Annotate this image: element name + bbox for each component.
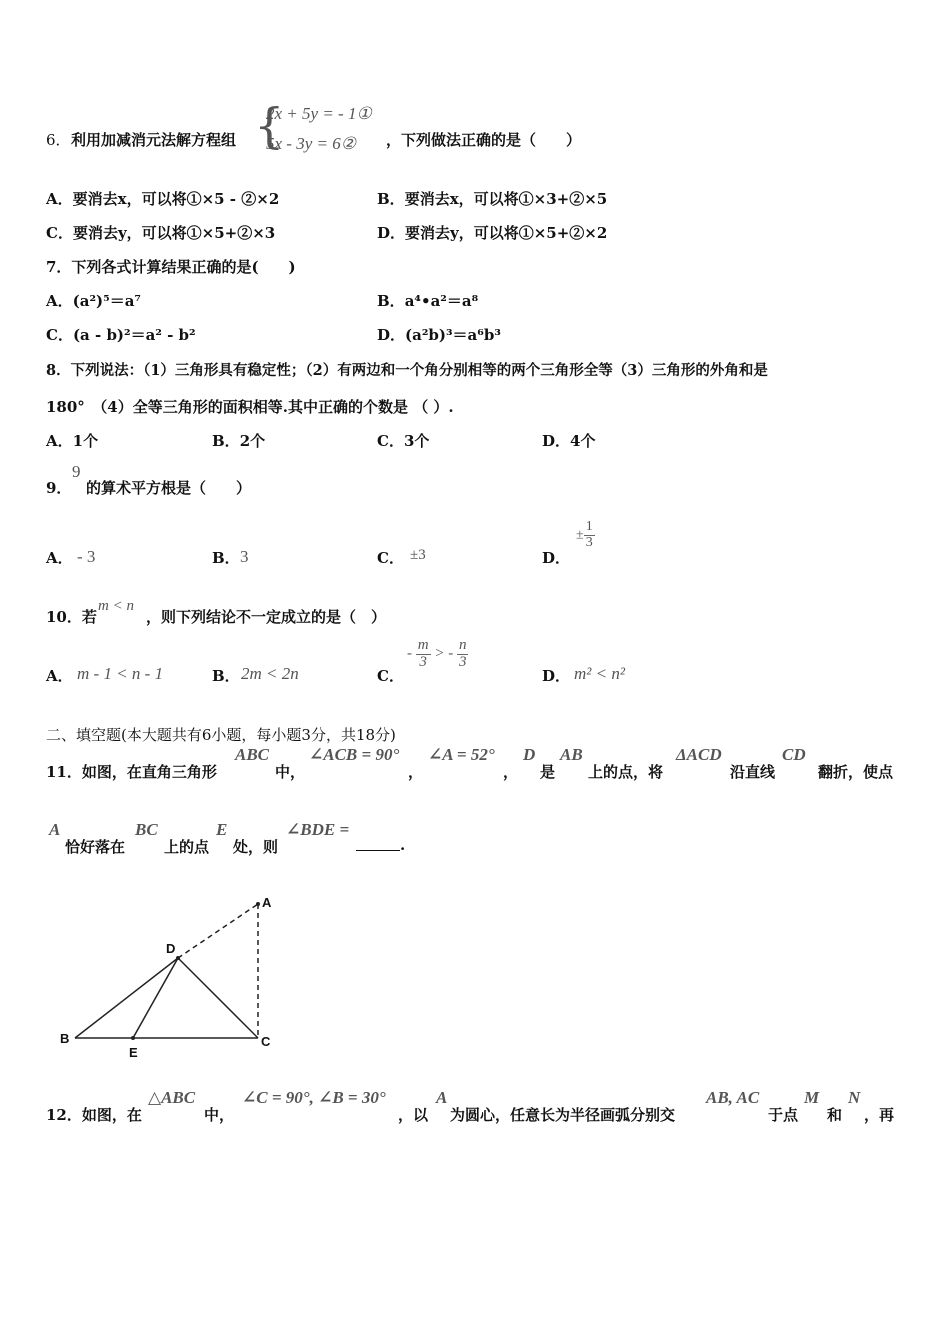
q10-option-a-value[interactable]: m - 1 < n - 1	[77, 664, 164, 683]
point-A	[256, 902, 260, 906]
q9-option-a-label[interactable]: A．	[46, 549, 73, 567]
q8-option-b[interactable]: B．2个	[212, 432, 266, 450]
q7-option-c[interactable]: C．(a - b)²＝a² - b²	[46, 326, 196, 344]
q8-stem-line1: 8．下列说法：（1）三角形具有稳定性；（2）有两边和一个角分别相等的两个三角形全等（3）三角形的外角和是	[46, 362, 768, 379]
label-C: C	[261, 1034, 271, 1049]
label-E: E	[129, 1045, 138, 1060]
label-B: B	[60, 1031, 70, 1046]
q6-equation-2: 5x - 3y = 6②	[266, 134, 356, 153]
q6-number: 6．	[46, 131, 71, 149]
q7-option-d[interactable]: D．(a²b)³＝a⁶b³	[377, 326, 501, 344]
q10-option-d-label[interactable]: D．	[542, 667, 571, 685]
q9-stem: 的算术平方根是（ ）	[86, 479, 252, 497]
q6-option-a[interactable]: A．要消去x，可以将①×5 - ②×2	[46, 190, 280, 208]
segment-DE	[133, 958, 178, 1038]
q6-option-c[interactable]: C．要消去y，可以将①×5+②×3	[46, 224, 276, 242]
q9-option-d-value[interactable]: ± $\frac{1}{3}$	[576, 519, 593, 550]
q9-option-b-label[interactable]: B．	[212, 549, 240, 567]
q7-option-b[interactable]: B．a⁴•a²＝a⁸	[377, 292, 479, 310]
q9-option-a-value[interactable]: - 3	[77, 547, 96, 566]
segment-BD	[75, 958, 178, 1038]
q6-equation-1: 2x + 5y = - 1①	[266, 104, 372, 123]
q10-option-a-label[interactable]: A．	[46, 667, 73, 685]
section-heading: 二、填空题(本大题共有6小题，每小题3分，共18分)	[46, 726, 396, 744]
q9-option-c-label[interactable]: C．	[377, 549, 404, 567]
q9-radicand: 9	[72, 462, 81, 481]
triangle-figure	[40, 885, 300, 1065]
point-E	[131, 1036, 135, 1040]
q8-stem-line2: 180° （4）全等三角形的面积相等.其中正确的个数是 （ ）.	[46, 398, 454, 416]
q10-number: 10．若	[46, 608, 97, 626]
q10-option-d-value[interactable]: m² < n²	[574, 664, 625, 683]
q10-option-c-value[interactable]: - $\frac{m}{3}$ > - $\frac{n}{3}$	[407, 637, 467, 670]
segment-DA-dashed	[178, 904, 258, 958]
q10-option-b-label[interactable]: B．	[212, 667, 240, 685]
q9-option-c-value[interactable]: ±3	[410, 547, 426, 563]
q10-option-c-label[interactable]: C．	[377, 667, 404, 685]
q9-option-d-label[interactable]: D．	[542, 549, 571, 567]
q9-number: 9．	[46, 479, 72, 497]
q9-option-b-value[interactable]: 3	[240, 547, 249, 566]
q8-option-a[interactable]: A．1个	[46, 432, 99, 450]
q6-option-d[interactable]: D．要消去y，可以将①×5+②×2	[377, 224, 608, 242]
answer-blank[interactable]	[356, 836, 400, 851]
q6-lead: 利用加减消元法解方程组	[71, 131, 237, 149]
q7-stem: 7．下列各式计算结果正确的是( )	[46, 258, 296, 276]
point-D	[176, 956, 180, 960]
q6-trail: ，下列做法正确的是（ ）	[386, 131, 582, 149]
segment-DC	[178, 958, 258, 1038]
q10-option-b-value[interactable]: 2m < 2n	[241, 664, 299, 683]
q8-option-c[interactable]: C．3个	[377, 432, 430, 450]
label-D: D	[166, 941, 176, 956]
q7-option-a[interactable]: A．(a²)⁵＝a⁷	[46, 292, 141, 310]
q6-option-b[interactable]: B．要消去x，可以将①×3+②×5	[377, 190, 608, 208]
q10-stem: ，则下列结论不一定成立的是（ ）	[146, 608, 387, 626]
system-brace: {	[254, 98, 285, 154]
q10-condition: m < n	[98, 598, 134, 614]
q8-option-d[interactable]: D．4个	[542, 432, 596, 450]
label-A: A	[262, 895, 272, 910]
